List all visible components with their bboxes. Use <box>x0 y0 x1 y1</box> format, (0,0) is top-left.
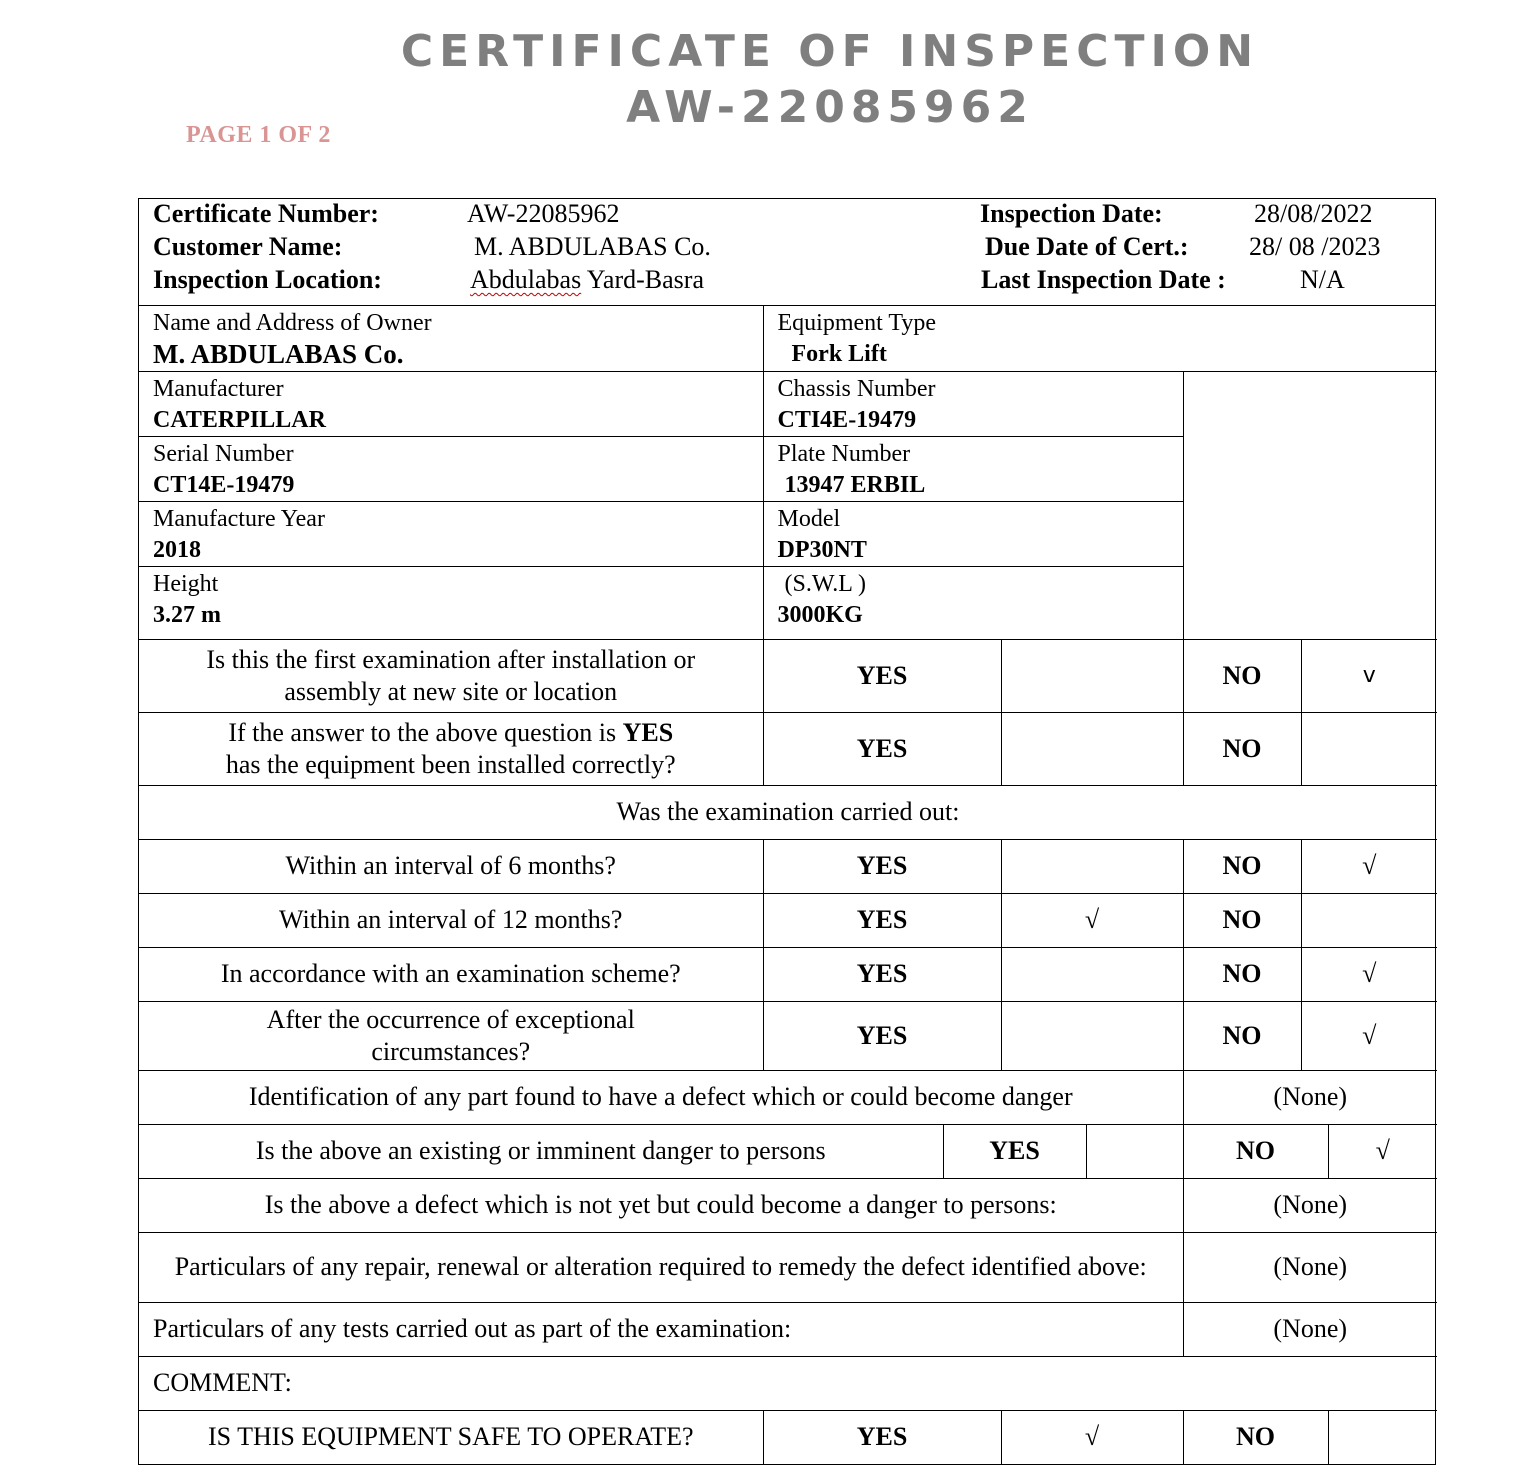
repair-value: (None) <box>1183 1232 1437 1302</box>
no-label: NO <box>1183 839 1301 893</box>
model-label: Model <box>777 505 841 532</box>
no-label: NO <box>1183 1410 1328 1464</box>
equipment-type-label: Equipment Type <box>777 310 937 336</box>
year-cell <box>139 501 763 566</box>
comment-label: COMMENT: <box>139 1356 1437 1410</box>
no-label: NO <box>1183 1001 1301 1070</box>
manufacturer-label: Manufacturer <box>153 375 284 402</box>
yes-label: YES <box>763 639 1001 712</box>
interval-12-row <box>139 893 1437 947</box>
inspection-location-part1: Abdulabas <box>470 265 582 294</box>
customer-name: M. ABDULABAS Co. <box>474 232 711 261</box>
yes-label: YES <box>763 893 1001 947</box>
safe-yes-mark: √ <box>1001 1410 1183 1464</box>
safe-question: IS THIS EQUIPMENT SAFE TO OPERATE? <box>139 1410 763 1464</box>
height-label: Height <box>153 570 219 597</box>
swl-value: 3000KG <box>777 601 863 628</box>
first-exam-yes-mark <box>1001 639 1183 712</box>
owner-label: Name and Address of Owner <box>153 310 432 336</box>
plate-value: 13947 ERBIL <box>784 471 926 498</box>
no-label: NO <box>1183 712 1301 785</box>
tests-row <box>139 1302 1437 1356</box>
inspection-date-label: Inspection Date: <box>980 199 1163 228</box>
installed-question-post: has the equipment been installed correctly? <box>225 749 676 779</box>
owner-cell <box>139 306 763 371</box>
yes-label: YES <box>763 1410 1001 1464</box>
imminent-row <box>139 1124 1437 1178</box>
comment-row <box>139 1356 1437 1410</box>
repair-question: Particulars of any repair, renewal or alteration required to remedy the defect identified above: <box>139 1232 1183 1302</box>
yes-label: YES <box>763 947 1001 1001</box>
first-exam-no-mark: v <box>1301 639 1437 712</box>
future-danger-question: Is the above a defect which is not yet but could become a danger to persons: <box>139 1178 1183 1232</box>
defect-id-row <box>139 1070 1437 1124</box>
yes-label: YES <box>943 1124 1086 1178</box>
exceptional-row <box>139 1001 1437 1070</box>
certificate-form <box>138 198 1436 1465</box>
swl-cell <box>763 566 1183 639</box>
exam-carried-out-row <box>139 785 1437 839</box>
no-label: NO <box>1183 947 1301 1001</box>
certificate-number: AW-22085962 <box>467 199 620 228</box>
exam-carried-out-heading: Was the examination carried out: <box>139 785 1437 839</box>
chassis-cell <box>763 371 1183 436</box>
exceptional-yes-mark <box>1001 1001 1183 1070</box>
tests-value: (None) <box>1183 1302 1437 1356</box>
repair-row <box>139 1232 1437 1302</box>
future-danger-row <box>139 1178 1437 1232</box>
serial-value: CT14E-19479 <box>153 471 295 498</box>
year-value: 2018 <box>153 536 201 563</box>
due-date: 28/ 08 /2023 <box>1249 232 1381 261</box>
safe-no-mark <box>1328 1410 1437 1464</box>
last-inspection-label: Last Inspection Date : <box>981 265 1226 294</box>
interval-6-yes-mark <box>1001 839 1183 893</box>
equipment-type-value: Fork Lift <box>791 341 887 367</box>
inspection-table <box>139 306 1437 1464</box>
customer-name-label: Customer Name: <box>153 232 343 261</box>
equipment-type-cell <box>763 306 1437 371</box>
installed-question <box>139 712 763 785</box>
blank-photo-cell <box>1183 371 1437 639</box>
chassis-value: CTI4E-19479 <box>777 406 917 433</box>
installed-no-mark <box>1301 712 1437 785</box>
owner-value: M. ABDULABAS Co. <box>153 339 404 369</box>
manufacturer-cell <box>139 371 763 436</box>
page-indicator: PAGE 1 OF 2 <box>186 122 331 148</box>
certificate-title: CERTIFICATE OF INSPECTION <box>400 26 1260 77</box>
defect-id-value: (None) <box>1183 1070 1437 1124</box>
scheme-row <box>139 947 1437 1001</box>
installed-row <box>139 712 1437 785</box>
swl-label: (S.W.L ) <box>784 570 867 597</box>
yes-label: YES <box>763 1001 1001 1070</box>
last-inspection-date: N/A <box>1300 265 1345 294</box>
exceptional-question: After the occurrence of exceptional circumstances? <box>139 1001 763 1070</box>
interval-6-question: Within an interval of 6 months? <box>139 839 763 893</box>
inspection-location-label: Inspection Location: <box>153 265 382 294</box>
first-exam-row <box>139 639 1437 712</box>
inspection-date: 28/08/2022 <box>1254 199 1373 228</box>
scheme-yes-mark <box>1001 947 1183 1001</box>
future-danger-value: (None) <box>1183 1178 1437 1232</box>
interval-12-question: Within an interval of 12 months? <box>139 893 763 947</box>
plate-cell <box>763 436 1183 501</box>
summary-block <box>139 199 1435 306</box>
tests-question: Particulars of any tests carried out as part of the examination: <box>139 1302 1183 1356</box>
height-value: 3.27 m <box>153 601 221 628</box>
yes-label: YES <box>763 712 1001 785</box>
imminent-no-mark: √ <box>1328 1124 1437 1178</box>
imminent-question: Is the above an existing or imminent danger to persons <box>139 1124 943 1178</box>
serial-cell <box>139 436 763 501</box>
scheme-question: In accordance with an examination scheme? <box>139 947 763 1001</box>
scheme-no-mark: √ <box>1301 947 1437 1001</box>
owner-row <box>139 306 1437 371</box>
imminent-yes-mark <box>1086 1124 1183 1178</box>
inspection-location <box>470 265 704 295</box>
serial-label: Serial Number <box>153 440 294 467</box>
certificate-number-label: Certificate Number: <box>153 199 379 228</box>
certificate-title-number: AW-22085962 <box>626 82 1034 133</box>
no-label: NO <box>1183 639 1301 712</box>
plate-label: Plate Number <box>777 440 911 467</box>
chassis-label: Chassis Number <box>777 375 936 402</box>
no-label: NO <box>1183 1124 1328 1178</box>
manufacturer-value: CATERPILLAR <box>153 406 326 433</box>
model-cell <box>763 501 1183 566</box>
defect-id-question: Identification of any part found to have a defect which or could become danger <box>139 1070 1183 1124</box>
installed-yes-mark <box>1001 712 1183 785</box>
first-exam-question: Is this the first examination after installation or assembly at new site or location <box>139 639 763 712</box>
interval-6-row <box>139 839 1437 893</box>
exceptional-no-mark: √ <box>1301 1001 1437 1070</box>
year-label: Manufacture Year <box>153 505 325 532</box>
interval-12-no-mark <box>1301 893 1437 947</box>
inspection-location-part2: Yard-Basra <box>586 265 704 294</box>
no-label: NO <box>1183 893 1301 947</box>
installed-question-yes: YES <box>622 717 674 747</box>
installed-question-pre: If the answer to the above question is <box>228 717 617 747</box>
interval-12-yes-mark: √ <box>1001 893 1183 947</box>
interval-6-no-mark: √ <box>1301 839 1437 893</box>
manufacturer-row <box>139 371 1437 436</box>
model-value: DP30NT <box>777 536 867 563</box>
yes-label: YES <box>763 839 1001 893</box>
height-cell <box>139 566 763 639</box>
due-date-label: Due Date of Cert.: <box>985 232 1189 261</box>
safe-row <box>139 1410 1437 1464</box>
